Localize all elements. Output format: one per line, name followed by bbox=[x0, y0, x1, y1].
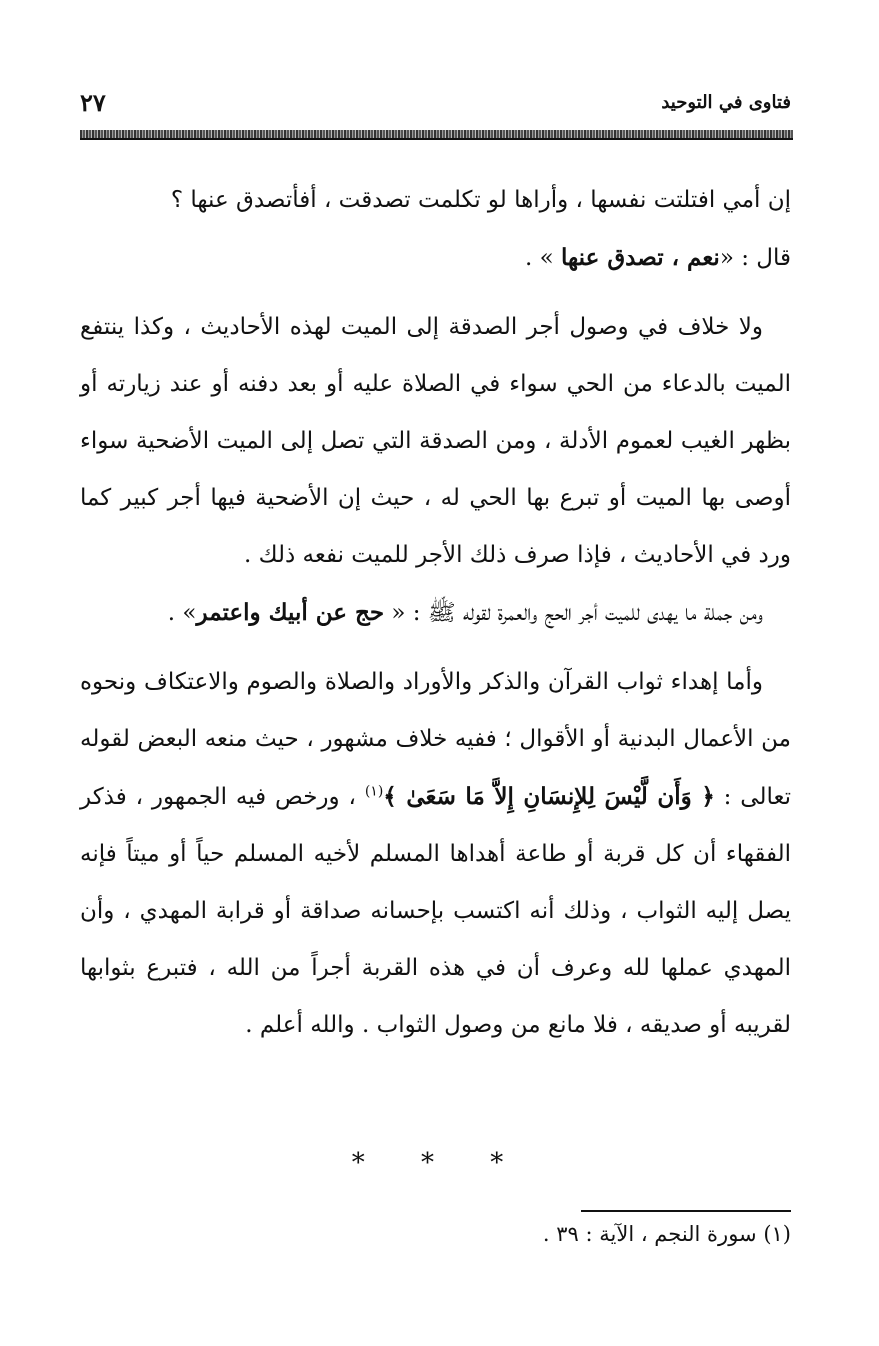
paragraph-2-text: ولا خلاف في وصول أجر الصدقة إلى الميت لهذه الأحاديث ، وكذا ينتفع الميت بالدعاء من الحي سواء في الصلاة عليه أو بعد دفنه أو عند زيارته أو بظهر الغيب لعموم الأدلة ، ومن الصدقة التي تصل إلى الميت الأضحية سواء أوصى بها الميت أو تبرع بها الحي له ، حيث إن الأضحية فيها أجر كبير كما ورد في الأحاديث ، فإذا صرف ذلك الأجر للميت نفعه ذلك . bbox=[80, 314, 791, 568]
page-header bbox=[80, 88, 791, 128]
page-number: ٢٧ bbox=[80, 88, 106, 117]
header-rule bbox=[80, 130, 793, 140]
body-text bbox=[80, 172, 791, 1054]
paragraph-4-part-2: ، ورخص فيه الجمهور ، فذكر الفقهاء أن كل قربة أو طاعة أهداها المسلم لأخيه المسلم حياً أو ميتاً فإنه يصل إليه الثواب ، وذلك أنه اكتسب بإحسانه صداقة أو قرابة المهدي ، وأن المهدي عملها لله وعرف أن في هذه القربة أجراً من الله ، فتبرع بثوابها لقريبه أو صديقه ، فلا مانع من وصول الثواب . والله أعلم . bbox=[80, 784, 791, 1038]
quran-verse: ﴿ وَأَن لَّيْسَ لِلإِنسَانِ إِلاَّ مَا سَعَىٰ ﴾ bbox=[383, 783, 715, 810]
paragraph-3-suffix: » . bbox=[167, 600, 197, 626]
footnote-ref: (١) bbox=[364, 783, 384, 800]
paragraph-1 bbox=[80, 172, 791, 287]
paragraph-3 bbox=[80, 584, 791, 642]
paragraph-4 bbox=[80, 654, 791, 1054]
paragraph-3-prefix: ومن جملة ما يهدى للميت أجر الحج والعمرة لقوله ﷺ : « bbox=[384, 600, 763, 626]
paragraph-1-line-2-suffix: » . bbox=[525, 245, 562, 271]
footnote-rule bbox=[581, 1210, 791, 1212]
hadith-quote-2: حج عن أبيك واعتمر bbox=[196, 599, 385, 626]
paragraph-2 bbox=[80, 299, 791, 584]
hadith-quote: نعم ، تصدق عنها bbox=[561, 244, 720, 271]
paragraph-1-line-1: إن أمي افتلتت نفسها ، وأراها لو تكلمت تصدقت ، أفأتصدق عنها ؟ bbox=[170, 187, 791, 213]
paragraph-4-part-1: وأما إهداء ثواب القرآن والذكر والأوراد والصلاة والصوم والاعتكاف ونحوه من الأعمال البدنية أو الأقوال ؛ ففيه خلاف مشهور ، حيث منعه البعض لقوله تعالى : bbox=[80, 669, 791, 810]
running-title: فتاوى في التوحيد bbox=[661, 92, 791, 113]
section-separator: * * * bbox=[351, 1148, 528, 1178]
footnote: (١) سورة النجم ، الآية : ٣٩ . bbox=[542, 1222, 791, 1246]
paragraph-1-line-2-prefix: قال : « bbox=[719, 245, 791, 271]
